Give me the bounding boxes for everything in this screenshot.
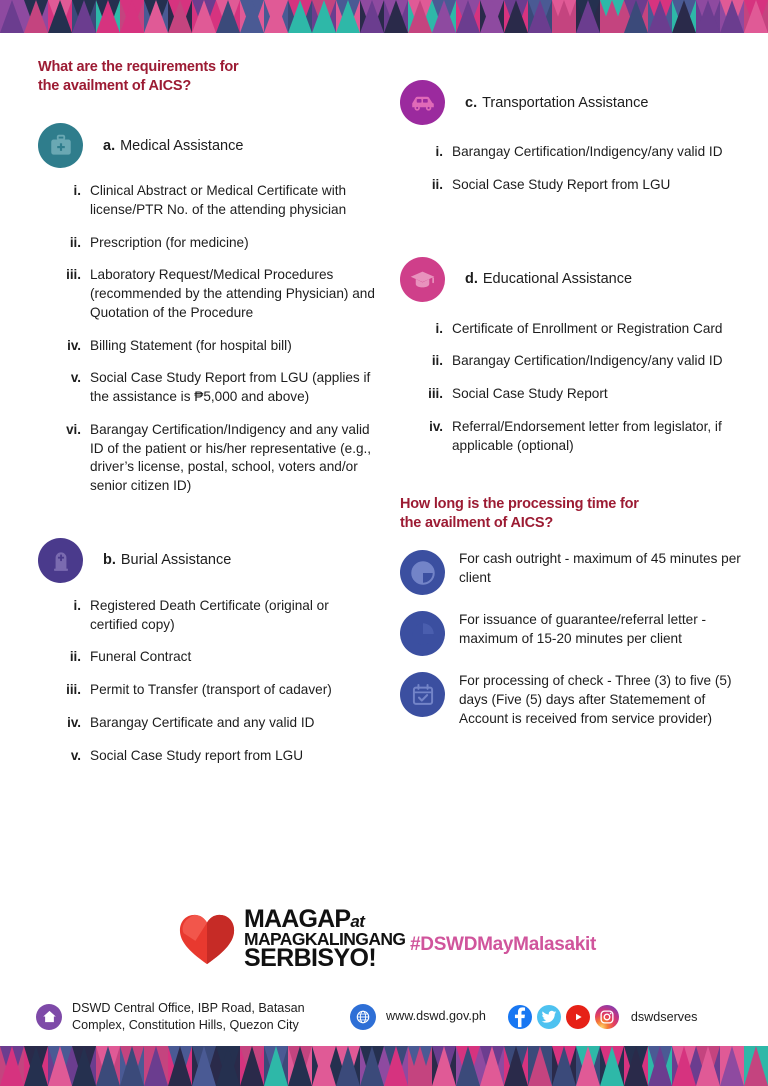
category-label-burial	[103, 552, 231, 568]
pie-clock-three-quarter-icon	[400, 550, 445, 595]
pattern-triangle-cell	[624, 0, 648, 33]
logo-line-2: MAPAGKALINGANG	[244, 929, 406, 949]
category-name-educational: Educational Assistance	[482, 271, 633, 287]
item-text: Social Case Study Report from LGU	[452, 176, 671, 192]
processing-time-text: For issuance of guarantee/referral letter - maximum of 15-20 minutes per client	[459, 612, 707, 647]
pattern-triangle-cell	[96, 1046, 120, 1086]
item-numeral: ii.	[69, 649, 81, 665]
heart-icon	[178, 911, 236, 967]
pattern-triangle-cell	[576, 0, 600, 33]
pattern-triangle-cell	[312, 1046, 336, 1086]
item-numeral: iv.	[429, 418, 443, 434]
item-numeral: iii.	[428, 386, 443, 401]
pattern-triangle-cell	[648, 1046, 672, 1086]
pattern-triangle-cell	[24, 0, 48, 33]
item-text: Clinical Abstract or Medical Certificate with license/PTR No. of the attending physician	[90, 183, 347, 217]
pattern-triangle-cell	[672, 1046, 696, 1086]
pattern-triangle-cell	[504, 1046, 528, 1086]
address-line-1: DSWD Central Office, IBP Road, Batasan	[72, 1001, 305, 1015]
pattern-triangle-cell	[384, 1046, 408, 1086]
item-text: Social Case Study Report from LGU (applies if the assistance is ₱5,000 and above)	[90, 370, 371, 405]
pattern-triangle-cell	[144, 1046, 168, 1086]
item-numeral: iii.	[66, 267, 81, 283]
pattern-triangle-cell	[336, 1046, 360, 1086]
pattern-triangle-cell	[216, 0, 240, 33]
pattern-triangle-cell	[96, 0, 120, 33]
list-item	[60, 421, 378, 496]
processing-time-heading	[400, 495, 742, 532]
list-item	[60, 337, 378, 356]
office-address	[72, 1000, 350, 1033]
pattern-triangle-cell	[696, 1046, 720, 1086]
category-label-transportation	[465, 95, 648, 111]
list-item	[60, 747, 378, 766]
list-item	[422, 418, 742, 456]
pattern-triangle-cell	[24, 1046, 48, 1086]
address-line-2: Complex, Constitution Hills, Quezon City	[72, 1017, 299, 1032]
item-numeral: ii.	[431, 353, 443, 369]
list-item	[60, 266, 378, 322]
top-pattern-border	[0, 0, 768, 33]
processing-time-list	[400, 548, 742, 728]
globe-icon[interactable]	[350, 1004, 376, 1030]
category-letter-c: c.	[465, 94, 478, 111]
list-item	[60, 369, 378, 407]
twitter-icon[interactable]	[537, 1005, 561, 1029]
pattern-triangle-cell	[72, 0, 96, 33]
pattern-triangle-cell	[336, 0, 360, 33]
processing-time-text: For cash outright - maximum of 45 minutes per client	[459, 551, 741, 586]
pattern-triangle-cell	[216, 1046, 240, 1086]
item-numeral: i.	[435, 320, 443, 336]
left-column	[38, 58, 378, 765]
item-text: Barangay Certification/Indigency/any valid ID	[452, 353, 723, 369]
pattern-triangle-cell	[288, 1046, 312, 1086]
pattern-triangle-cell	[72, 1046, 96, 1086]
pattern-triangle-cell	[288, 0, 312, 33]
item-numeral: i.	[435, 144, 443, 159]
category-name-transportation: Transportation Assistance	[482, 94, 649, 111]
item-text: Social Case Study report from LGU	[90, 747, 304, 763]
youtube-icon[interactable]	[566, 1005, 590, 1029]
pattern-triangle-cell	[696, 0, 720, 33]
pattern-triangle-cell	[264, 1046, 288, 1086]
home-icon	[36, 1004, 62, 1030]
pattern-triangle-cell	[192, 1046, 216, 1086]
pattern-triangle-cell	[312, 0, 336, 33]
item-numeral: iii.	[66, 682, 81, 698]
list-item	[422, 352, 742, 371]
item-text: Referral/Endorsement letter from legislator, if applicable (optional)	[452, 418, 722, 453]
item-text: Certificate of Enrollment or Registration Card	[452, 320, 723, 336]
graduation-cap-icon	[400, 257, 445, 302]
pattern-triangle-cell	[600, 1046, 624, 1086]
requirements-heading	[38, 58, 378, 95]
logo-maagap: MAAGAP	[244, 905, 351, 933]
pattern-triangle-cell	[600, 0, 624, 33]
hashtag-text: #DSWDMayMalasakit	[410, 934, 597, 955]
item-numeral: ii.	[69, 234, 81, 250]
list-item	[60, 714, 378, 733]
pattern-triangle-cell	[240, 1046, 264, 1086]
pattern-triangle-cell	[360, 1046, 384, 1086]
pattern-triangle-cell	[552, 0, 576, 33]
category-label-educational	[465, 271, 632, 287]
item-text: Barangay Certification/Indigency and any valid ID of the patient or his/her representative (e.g., driver’s license, postal, school, voters and/or senior citizen ID)	[90, 421, 372, 494]
item-text: Permit to Transfer (transport of cadaver)	[90, 682, 332, 698]
item-numeral: i.	[73, 597, 81, 613]
category-letter-d: d.	[465, 271, 478, 287]
item-text: Barangay Certificate and any valid ID	[90, 714, 315, 730]
pattern-triangle-cell	[552, 1046, 576, 1086]
logo-at: at	[350, 912, 365, 931]
pattern-triangle-cell	[0, 0, 24, 33]
list-item	[422, 143, 742, 162]
pattern-triangle-cell	[144, 0, 168, 33]
processing-time-item	[400, 670, 742, 728]
item-numeral: i.	[73, 183, 81, 199]
instagram-icon[interactable]	[595, 1005, 619, 1029]
list-item	[422, 176, 742, 195]
category-medical-assistance	[38, 123, 378, 168]
logo-line-3: SERBISYO!	[244, 944, 377, 973]
pattern-triangle-cell	[504, 0, 528, 33]
item-numeral: vi.	[66, 421, 81, 437]
pattern-triangle-cell	[168, 1046, 192, 1086]
logo-wordmark	[244, 905, 406, 973]
pattern-triangle-cell	[624, 1046, 648, 1086]
pattern-triangle-cell	[384, 0, 408, 33]
item-text: Prescription (for medicine)	[90, 234, 249, 250]
list-item	[422, 385, 742, 404]
pattern-triangle-cell	[192, 0, 216, 33]
requirements-heading-line2: the availment of AICS?	[38, 77, 191, 94]
pattern-triangle-cell	[432, 0, 456, 33]
pattern-triangle-cell	[120, 1046, 144, 1086]
logo-line-1	[244, 905, 405, 933]
pattern-triangle-cell	[672, 0, 696, 33]
bottom-pattern-border	[0, 1046, 768, 1086]
category-transportation-assistance	[400, 80, 742, 125]
right-column	[400, 80, 742, 743]
list-item	[60, 648, 378, 667]
pattern-triangle-cell	[240, 0, 264, 33]
tombstone-icon	[38, 538, 83, 583]
burial-requirements-list	[38, 597, 378, 766]
pattern-triangle-cell	[0, 1046, 24, 1086]
item-text: Registered Death Certificate (original or certified copy)	[90, 597, 329, 632]
category-label-medical	[103, 138, 243, 154]
car-icon	[400, 80, 445, 125]
facebook-icon[interactable]	[508, 1005, 532, 1029]
pattern-triangle-cell	[408, 0, 432, 33]
website-url[interactable]: www.dswd.gov.ph	[386, 1009, 486, 1024]
list-item	[60, 234, 378, 253]
pattern-triangle-cell	[744, 1046, 768, 1086]
pattern-triangle-cell	[576, 1046, 600, 1086]
social-handle: dswdserves	[630, 1009, 698, 1024]
processing-heading-line1: How long is the processing time for	[400, 496, 639, 513]
pattern-triangle-cell	[456, 0, 480, 33]
pattern-triangle-cell	[744, 0, 768, 33]
item-numeral: iv.	[67, 714, 81, 730]
list-item	[60, 597, 378, 635]
item-numeral: ii.	[431, 176, 443, 192]
pattern-triangle-cell	[408, 1046, 432, 1086]
item-text: Barangay Certification/Indigency/any valid ID	[452, 144, 723, 159]
transportation-requirements-list	[400, 143, 742, 195]
requirements-heading-line1: What are the requirements for	[38, 59, 239, 75]
category-letter-a: a.	[103, 137, 116, 154]
educational-requirements-list	[400, 320, 742, 456]
pattern-triangle-cell	[528, 1046, 552, 1086]
maagap-serbisyo-logo	[178, 905, 406, 973]
list-item	[422, 320, 742, 339]
processing-heading-line2: the availment of AICS?	[400, 514, 553, 531]
pattern-triangle-cell	[720, 0, 744, 33]
pattern-triangle-cell	[48, 1046, 72, 1086]
social-media-links	[508, 1005, 619, 1029]
pattern-triangle-cell	[168, 0, 192, 33]
pattern-triangle-cell	[120, 0, 144, 33]
category-letter-b: b.	[103, 552, 116, 569]
medical-bag-icon	[38, 123, 83, 168]
medical-requirements-list	[38, 182, 378, 496]
pattern-triangle-cell	[720, 1046, 744, 1086]
pattern-triangle-cell	[528, 0, 552, 33]
item-text: Billing Statement (for hospital bill)	[90, 337, 292, 353]
pattern-triangle-cell	[360, 0, 384, 33]
item-numeral: iv.	[67, 337, 81, 353]
pattern-triangle-cell	[480, 0, 504, 33]
list-item	[60, 182, 378, 220]
item-text: Social Case Study Report	[452, 386, 608, 401]
category-name-medical: Medical Assistance	[120, 137, 244, 154]
category-educational-assistance	[400, 257, 742, 302]
pattern-triangle-cell	[48, 0, 72, 33]
pattern-triangle-cell	[480, 1046, 504, 1086]
pattern-triangle-cell	[456, 1046, 480, 1086]
processing-time-text: For processing of check - Three (3) to five (5) days (Five (5) days after Statemement of Account is received from service provider)	[459, 673, 732, 726]
pie-clock-quarter-icon	[400, 611, 445, 656]
footer-contact-bar	[36, 1000, 736, 1033]
item-text: Funeral Contract	[90, 649, 192, 665]
calendar-check-icon	[400, 672, 445, 717]
pattern-triangle-cell	[648, 0, 672, 33]
item-numeral: v.	[70, 747, 81, 763]
category-burial-assistance	[38, 538, 378, 583]
list-item	[60, 681, 378, 700]
item-text: Laboratory Request/Medical Procedures (recommended by the attending Physician) and Quotation of the Procedure	[90, 267, 375, 320]
processing-time-item	[400, 609, 742, 656]
item-numeral: v.	[70, 370, 81, 386]
category-name-burial: Burial Assistance	[120, 552, 232, 569]
pattern-triangle-cell	[432, 1046, 456, 1086]
pattern-triangle-cell	[264, 0, 288, 33]
processing-time-item	[400, 548, 742, 595]
